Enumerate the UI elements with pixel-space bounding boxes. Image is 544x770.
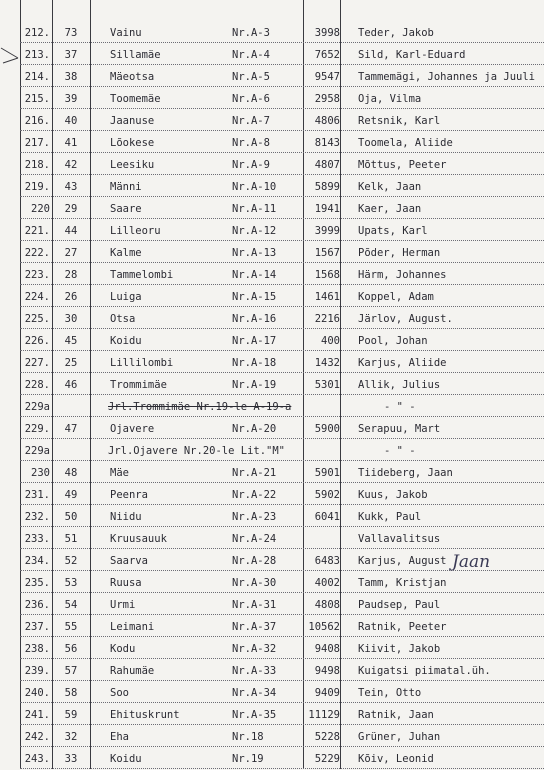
table-row xyxy=(0,220,544,242)
table-row xyxy=(0,704,544,726)
area-value: 5900 xyxy=(314,423,340,435)
sub-number: 44 xyxy=(64,225,78,237)
sub-number: 26 xyxy=(64,291,78,303)
owner-name: Karjus, Aliide xyxy=(358,357,447,369)
sub-number: 58 xyxy=(64,687,78,699)
row-divider xyxy=(20,548,544,549)
owner-name: Retsnik, Karl xyxy=(358,115,441,127)
row-divider xyxy=(20,702,544,703)
farm-name: Ruusa xyxy=(110,577,142,589)
owner-name: Kuus, Jakob xyxy=(358,489,428,501)
area-value: 9408 xyxy=(314,643,340,655)
row-divider xyxy=(20,196,544,197)
owner-name: Paudsep, Paul xyxy=(358,599,441,611)
sub-number: 40 xyxy=(64,115,78,127)
register-number: Nr.A-21 xyxy=(232,467,277,479)
sub-number: 37 xyxy=(64,49,78,61)
farm-name: Urmi xyxy=(110,599,136,611)
table-row xyxy=(0,44,544,66)
farm-name: Koidu xyxy=(110,335,142,347)
table-row xyxy=(0,528,544,550)
farm-name: Leimani xyxy=(110,621,155,633)
farm-name: Niidu xyxy=(110,511,142,523)
register-number: Nr.A-13 xyxy=(232,247,277,259)
sub-number: 50 xyxy=(64,511,78,523)
area-value: 5229 xyxy=(314,753,340,765)
farm-name: Lilleoru xyxy=(110,225,161,237)
table-row xyxy=(0,352,544,374)
farm-name: Mäe xyxy=(110,467,129,479)
entry-number: 212. xyxy=(24,27,50,39)
row-divider xyxy=(20,86,544,87)
row-divider xyxy=(20,262,544,263)
owner-name: Kaer, Jaan xyxy=(358,203,422,215)
register-number: Nr.A-17 xyxy=(232,335,277,347)
entry-number: 232. xyxy=(24,511,50,523)
owner-name: Tammemägi, Johannes ja Juuli xyxy=(358,71,536,83)
sub-number: 56 xyxy=(64,643,78,655)
entry-number: 220 xyxy=(31,203,50,215)
owner-name: Teder, Jakob xyxy=(358,27,434,39)
area-value: 1567 xyxy=(314,247,340,259)
area-value: 6483 xyxy=(314,555,340,567)
row-divider xyxy=(20,284,544,285)
entry-number: 223. xyxy=(24,269,50,281)
register-number: Nr.A-16 xyxy=(232,313,277,325)
area-value: 5301 xyxy=(314,379,340,391)
entry-number: 241. xyxy=(24,709,50,721)
row-divider xyxy=(20,174,544,175)
farm-name: Kalme xyxy=(110,247,142,259)
area-value: 9547 xyxy=(314,71,340,83)
area-value: 400 xyxy=(321,335,340,347)
table-row xyxy=(0,176,544,198)
row-divider xyxy=(20,504,544,505)
entry-number: 219. xyxy=(24,181,50,193)
row-divider xyxy=(20,64,544,65)
owner-name: Grüner, Juhan xyxy=(358,731,441,743)
owner-name: Tiideberg, Jaan xyxy=(358,467,453,479)
row-divider xyxy=(20,240,544,241)
table-row xyxy=(0,374,544,396)
row-divider xyxy=(20,482,544,483)
sub-number: 41 xyxy=(64,137,78,149)
entry-number: 229a xyxy=(24,445,50,457)
sub-number: 43 xyxy=(64,181,78,193)
entry-number: 221. xyxy=(24,225,50,237)
farm-name: Ojavere xyxy=(110,423,155,435)
owner-name: Härm, Johannes xyxy=(358,269,447,281)
area-value: 5901 xyxy=(314,467,340,479)
sub-number: 54 xyxy=(64,599,78,611)
row-divider xyxy=(20,526,544,527)
register-number: Nr.A-3 xyxy=(232,27,270,39)
register-number: Nr.A-11 xyxy=(232,203,277,215)
sub-number: 47 xyxy=(64,423,78,435)
table-row xyxy=(0,506,544,528)
sub-number: 46 xyxy=(64,379,78,391)
area-value: 1941 xyxy=(314,203,340,215)
row-divider xyxy=(20,372,544,373)
table-row xyxy=(0,440,544,462)
register-number: Nr.A-33 xyxy=(232,665,277,677)
farm-name: Soo xyxy=(110,687,129,699)
sub-number: 28 xyxy=(64,269,78,281)
area-value: 2216 xyxy=(314,313,340,325)
farm-name: Lillilombi xyxy=(110,357,174,369)
row-divider xyxy=(20,394,544,395)
row-divider xyxy=(20,636,544,637)
owner-name: Ratnik, Jaan xyxy=(358,709,434,721)
sub-number: 42 xyxy=(64,159,78,171)
owner-name: Upats, Karl xyxy=(358,225,428,237)
owner-name: Toomela, Aliide xyxy=(358,137,453,149)
owner-name: Oja, Vilma xyxy=(358,93,422,105)
row-divider xyxy=(20,460,544,461)
table-row xyxy=(0,682,544,704)
area-value: 5902 xyxy=(314,489,340,501)
table-row xyxy=(0,572,544,594)
sub-number: 55 xyxy=(64,621,78,633)
register-number: Nr.A-8 xyxy=(232,137,270,149)
sub-number: 25 xyxy=(64,357,78,369)
row-divider xyxy=(20,130,544,131)
entry-number: 238. xyxy=(24,643,50,655)
table-row xyxy=(0,638,544,660)
row-divider xyxy=(20,328,544,329)
owner-name: - " - xyxy=(384,445,416,457)
area-value: 7652 xyxy=(314,49,340,61)
row-divider xyxy=(20,746,544,747)
register-number: Nr.A-4 xyxy=(232,49,270,61)
owner-name: Ratnik, Peeter xyxy=(358,621,447,633)
row-divider xyxy=(20,42,544,43)
register-number: Nr.A-18 xyxy=(232,357,277,369)
row-divider xyxy=(20,680,544,681)
table-row xyxy=(0,22,544,44)
entry-number: 230 xyxy=(31,467,50,479)
entry-number: 214. xyxy=(24,71,50,83)
entry-note: Jrl.Ojavere Nr.20-le Lit."M" xyxy=(108,445,286,457)
register-number: Nr.A-9 xyxy=(232,159,270,171)
area-value: 1461 xyxy=(314,291,340,303)
entry-number: 239. xyxy=(24,665,50,677)
owner-name: Kõiv, Leonid xyxy=(358,753,434,765)
table-row xyxy=(0,308,544,330)
entry-number: 217. xyxy=(24,137,50,149)
row-divider xyxy=(20,108,544,109)
table-row xyxy=(0,110,544,132)
farm-name: Leesiku xyxy=(110,159,155,171)
sub-number: 73 xyxy=(64,27,78,39)
entry-number: 233. xyxy=(24,533,50,545)
register-number: Nr.A-32 xyxy=(232,643,277,655)
area-value: 10562 xyxy=(308,621,340,633)
sub-number: 32 xyxy=(64,731,78,743)
farm-name: Trommimäe xyxy=(110,379,167,391)
farm-name: Kodu xyxy=(110,643,136,655)
area-value: 4002 xyxy=(314,577,340,589)
entry-number: 215. xyxy=(24,93,50,105)
entry-number: 236. xyxy=(24,599,50,611)
register-number: Nr.A-34 xyxy=(232,687,277,699)
table-row xyxy=(0,132,544,154)
owner-name: Tein, Otto xyxy=(358,687,422,699)
entry-number: 228. xyxy=(24,379,50,391)
table-row xyxy=(0,484,544,506)
sub-number: 33 xyxy=(64,753,78,765)
sub-number xyxy=(56,399,86,415)
register-number: Nr.A-6 xyxy=(232,93,270,105)
table-row xyxy=(0,396,544,418)
row-divider xyxy=(20,416,544,417)
farm-name: Kruusauuk xyxy=(110,533,167,545)
area-value xyxy=(306,531,340,547)
entry-number: 224. xyxy=(24,291,50,303)
register-number: Nr.18 xyxy=(232,731,264,743)
owner-name: Kiivit, Jakob xyxy=(358,643,441,655)
owner-name: Kelk, Jaan xyxy=(358,181,422,193)
farm-name: Tammelombi xyxy=(110,269,174,281)
register-number: Nr.A-35 xyxy=(232,709,277,721)
sub-number: 53 xyxy=(64,577,78,589)
sub-number: 45 xyxy=(64,335,78,347)
area-value: 4808 xyxy=(314,599,340,611)
register-number: Nr.A-19 xyxy=(232,379,277,391)
entry-number: 226. xyxy=(24,335,50,347)
owner-name: Karjus, August xyxy=(358,555,447,567)
register-number: Nr.A-28 xyxy=(232,555,277,567)
area-value: 3999 xyxy=(314,225,340,237)
area-value: 11129 xyxy=(308,709,340,721)
owner-name: Kuigatsi piimatal.üh. xyxy=(358,665,491,677)
table-row xyxy=(0,660,544,682)
table-row xyxy=(0,594,544,616)
entry-number: 237. xyxy=(24,621,50,633)
entry-number: 229. xyxy=(24,423,50,435)
owner-name: Põder, Herman xyxy=(358,247,441,259)
sub-number: 39 xyxy=(64,93,78,105)
table-row xyxy=(0,616,544,638)
owner-name: Sild, Karl-Eduard xyxy=(358,49,466,61)
sub-number: 30 xyxy=(64,313,78,325)
register-number: Nr.A-5 xyxy=(232,71,270,83)
row-divider xyxy=(20,614,544,615)
register-number: Nr.A-23 xyxy=(232,511,277,523)
farm-name: Jaanuse xyxy=(110,115,155,127)
owner-name: Serapuu, Mart xyxy=(358,423,441,435)
register-number: Nr.A-20 xyxy=(232,423,277,435)
register-number: Nr.A-37 xyxy=(232,621,277,633)
table-row xyxy=(0,462,544,484)
farm-name: Sillamäe xyxy=(110,49,161,61)
farm-name: Otsa xyxy=(110,313,136,325)
sub-number: 52 xyxy=(64,555,78,567)
farm-name: Männi xyxy=(110,181,142,193)
table-row xyxy=(0,726,544,748)
register-number: Nr.19 xyxy=(232,753,264,765)
entry-number: 231. xyxy=(24,489,50,501)
entry-number: 234. xyxy=(24,555,50,567)
entry-number: 235. xyxy=(24,577,50,589)
area-value: 1432 xyxy=(314,357,340,369)
row-divider xyxy=(20,658,544,659)
owner-name: Koppel, Adam xyxy=(358,291,434,303)
sub-number: 49 xyxy=(64,489,78,501)
row-divider xyxy=(20,350,544,351)
row-divider xyxy=(20,592,544,593)
entry-number: 243. xyxy=(24,753,50,765)
farm-name: Lõokese xyxy=(110,137,155,149)
row-divider xyxy=(20,306,544,307)
sub-number: 48 xyxy=(64,467,78,479)
entry-number: 225. xyxy=(24,313,50,325)
table-row xyxy=(0,198,544,220)
table-row xyxy=(0,242,544,264)
farm-name: Rahumäe xyxy=(110,665,155,677)
farm-name: Koidu xyxy=(110,753,142,765)
table-row xyxy=(0,330,544,352)
handwritten-signature: Jaan xyxy=(452,552,491,572)
sub-number: 57 xyxy=(64,665,78,677)
area-value: 4806 xyxy=(314,115,340,127)
table-row xyxy=(0,286,544,308)
register-number: Nr.A-14 xyxy=(232,269,277,281)
entry-number: 242. xyxy=(24,731,50,743)
table-row xyxy=(0,418,544,440)
entry-number: 229a xyxy=(24,401,50,413)
area-value: 8143 xyxy=(314,137,340,149)
area-value: 3998 xyxy=(314,27,340,39)
entry-number: 222. xyxy=(24,247,50,259)
register-number: Nr.A-12 xyxy=(232,225,277,237)
area-value: 4807 xyxy=(314,159,340,171)
owner-name: Järlov, August. xyxy=(358,313,453,325)
area-value: 1568 xyxy=(314,269,340,281)
register-number: Nr.A-22 xyxy=(232,489,277,501)
area-value: 9409 xyxy=(314,687,340,699)
owner-name: Pool, Johan xyxy=(358,335,428,347)
sub-number: 59 xyxy=(64,709,78,721)
sub-number: 29 xyxy=(64,203,78,215)
owner-name: Kukk, Paul xyxy=(358,511,422,523)
entry-number: 227. xyxy=(24,357,50,369)
entry-number: 218. xyxy=(24,159,50,171)
table-row xyxy=(0,66,544,88)
register-number: Nr.A-15 xyxy=(232,291,277,303)
owner-name: Vallavalitsus xyxy=(358,533,441,545)
register-number: Nr.A-10 xyxy=(232,181,277,193)
table-row xyxy=(0,748,544,770)
area-value: 9498 xyxy=(314,665,340,677)
table-row xyxy=(0,88,544,110)
farm-name: Eha xyxy=(110,731,129,743)
row-divider xyxy=(20,218,544,219)
table-row xyxy=(0,154,544,176)
sub-number: 51 xyxy=(64,533,78,545)
farm-name: Toomemäe xyxy=(110,93,161,105)
register-number: Nr.A-24 xyxy=(232,533,277,545)
farm-name: Peenra xyxy=(110,489,148,501)
sub-number xyxy=(56,443,86,459)
area-value: 5228 xyxy=(314,731,340,743)
farm-name: Saare xyxy=(110,203,142,215)
area-value: 5899 xyxy=(314,181,340,193)
farm-name: Mäeotsa xyxy=(110,71,155,83)
area-value: 6041 xyxy=(314,511,340,523)
register-number: Nr.A-31 xyxy=(232,599,277,611)
farm-name: Ehituskrunt xyxy=(110,709,180,721)
farm-name: Vainu xyxy=(110,27,142,39)
register-number: Nr.A-30 xyxy=(232,577,277,589)
row-divider xyxy=(20,438,544,439)
owner-name: Allik, Julius xyxy=(358,379,441,391)
row-divider xyxy=(20,724,544,725)
table-row xyxy=(0,264,544,286)
entry-number: 240. xyxy=(24,687,50,699)
sub-number: 27 xyxy=(64,247,78,259)
row-divider xyxy=(20,152,544,153)
area-value: 2958 xyxy=(314,93,340,105)
farm-name: Saarva xyxy=(110,555,148,567)
owner-name: Tamm, Kristjan xyxy=(358,577,447,589)
register-number: Nr.A-7 xyxy=(232,115,270,127)
entry-note: Jrl.Trommimäe Nr.19-le A-19-a xyxy=(108,401,292,413)
entry-number: 216. xyxy=(24,115,50,127)
owner-name: Mõttus, Peeter xyxy=(358,159,447,171)
sub-number: 38 xyxy=(64,71,78,83)
entry-number: 213. xyxy=(24,49,50,61)
owner-name: - " - xyxy=(384,401,416,413)
farm-name: Luiga xyxy=(110,291,142,303)
